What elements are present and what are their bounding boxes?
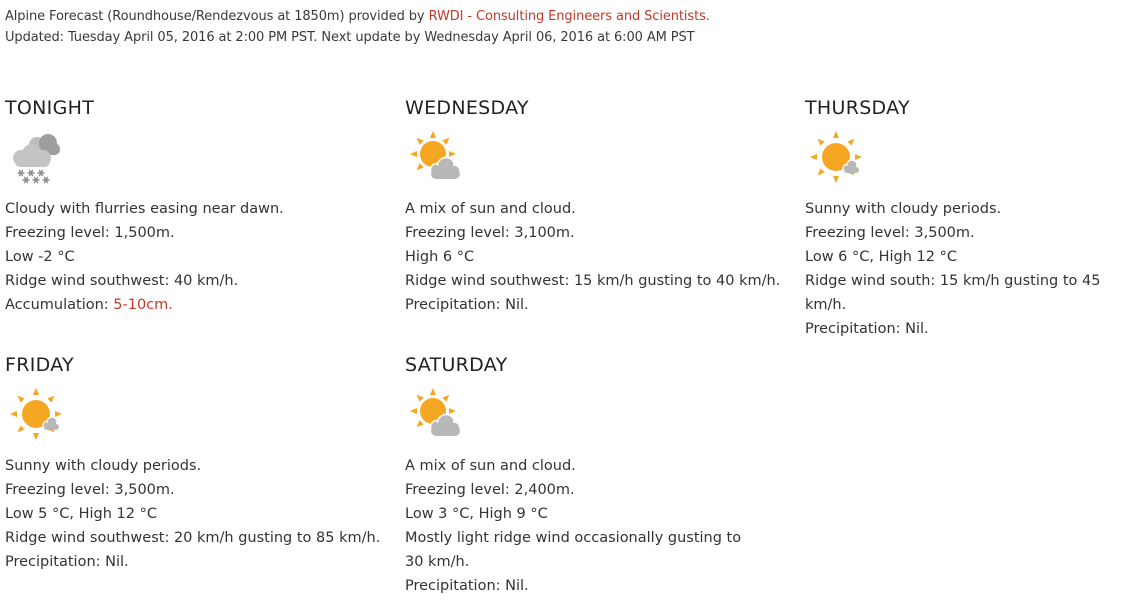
precipitation: Precipitation: Nil. bbox=[5, 554, 129, 570]
forecast-updated-line: Updated: Tuesday April 05, 2016 at 2:00 PM PST. Next update by Wednesday April 06, 2016 at 6:00 AM PST bbox=[5, 30, 695, 45]
freezing-level: Freezing level: 3,100m. bbox=[405, 225, 575, 241]
freezing-level: Freezing level: 1,500m. bbox=[5, 225, 175, 241]
ridge-wind: Ridge wind southwest: 20 km/h gusting to 85 km/h. bbox=[5, 530, 381, 546]
forecast-source-line bbox=[5, 6, 710, 27]
forecast-details bbox=[805, 197, 1139, 341]
freezing-level: Freezing level: 3,500m. bbox=[5, 482, 175, 498]
rwdi-link[interactable]: RWDI - Consulting Engineers and Scientists. bbox=[428, 9, 710, 24]
precipitation: Precipitation: Nil. bbox=[805, 321, 929, 337]
sun-cloud-icon bbox=[407, 128, 465, 186]
forecast-source-text: Alpine Forecast (Roundhouse/Rendezvous at 1850m) provided by bbox=[5, 9, 429, 24]
day-card-wednesday bbox=[405, 96, 795, 317]
day-card-tonight bbox=[5, 96, 395, 317]
accumulation-label: Accumulation: bbox=[5, 297, 114, 313]
sun-small-cloud-icon bbox=[7, 385, 65, 443]
forecast-header bbox=[5, 6, 710, 48]
ridge-wind: Ridge wind southwest: 40 km/h. bbox=[5, 273, 239, 289]
forecast-details bbox=[405, 454, 795, 598]
forecast-details bbox=[405, 197, 795, 317]
forecast-summary: Sunny with cloudy periods. bbox=[5, 458, 202, 474]
day-title: THURSDAY bbox=[805, 97, 910, 119]
sun-cloud-icon bbox=[407, 385, 465, 443]
day-title: WEDNESDAY bbox=[405, 97, 529, 119]
temperature: High 6 °C bbox=[405, 249, 475, 265]
temperature: Low -2 °C bbox=[5, 249, 75, 265]
ridge-wind: Ridge wind south: 15 km/h gusting to 45 km/h. bbox=[805, 273, 1101, 313]
ridge-wind: Ridge wind southwest: 15 km/h gusting to 40 km/h. bbox=[405, 273, 781, 289]
temperature: Low 5 °C, High 12 °C bbox=[5, 506, 157, 522]
accumulation bbox=[5, 293, 395, 317]
sun-small-cloud-icon bbox=[807, 128, 865, 186]
accumulation-value: 5-10cm. bbox=[113, 297, 173, 313]
ridge-wind: Mostly light ridge wind occasionally gusting to 30 km/h. bbox=[405, 530, 742, 570]
day-card-thursday bbox=[805, 96, 1139, 341]
forecast-summary: Cloudy with flurries easing near dawn. bbox=[5, 201, 284, 217]
precipitation: Precipitation: Nil. bbox=[405, 297, 529, 313]
freezing-level: Freezing level: 3,500m. bbox=[805, 225, 975, 241]
temperature: Low 6 °C, High 12 °C bbox=[805, 249, 957, 265]
day-card-saturday bbox=[405, 353, 795, 598]
forecast-summary: Sunny with cloudy periods. bbox=[805, 201, 1002, 217]
day-card-friday bbox=[5, 353, 395, 574]
forecast-summary: A mix of sun and cloud. bbox=[405, 458, 576, 474]
day-title: SATURDAY bbox=[405, 354, 508, 376]
day-title: FRIDAY bbox=[5, 354, 74, 376]
forecast-summary: A mix of sun and cloud. bbox=[405, 201, 576, 217]
forecast-details bbox=[5, 197, 395, 317]
temperature: Low 3 °C, High 9 °C bbox=[405, 506, 548, 522]
precipitation: Precipitation: Nil. bbox=[405, 578, 529, 594]
cloud-snow-icon bbox=[7, 128, 65, 186]
day-title: TONIGHT bbox=[5, 97, 95, 119]
freezing-level: Freezing level: 2,400m. bbox=[405, 482, 575, 498]
forecast-details bbox=[5, 454, 395, 574]
